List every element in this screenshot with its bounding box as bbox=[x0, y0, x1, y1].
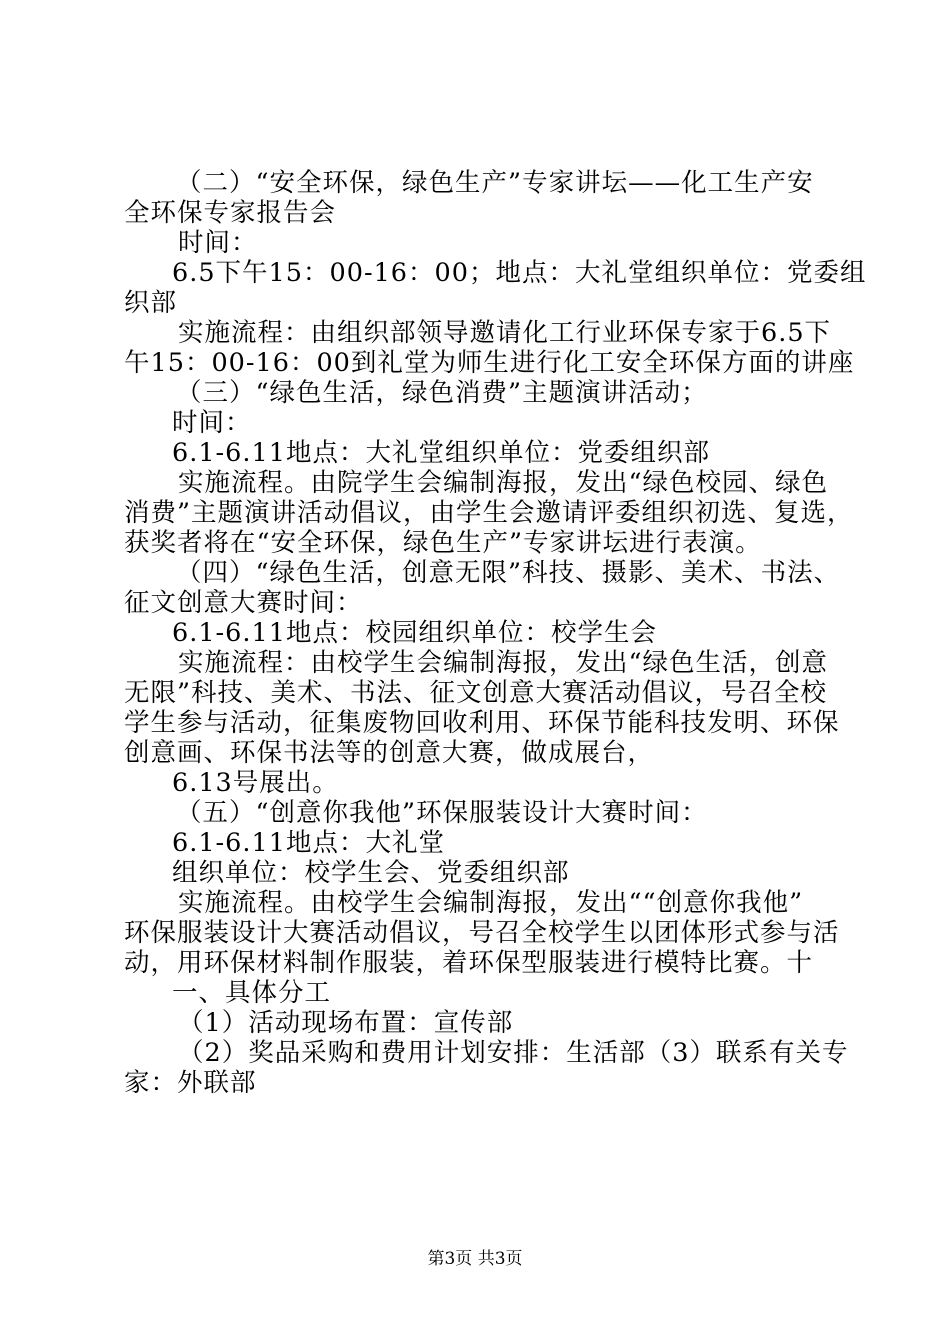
text-line: 织部 bbox=[124, 288, 178, 318]
text-line: 实施流程。由校学生会编制海报，发出““创意你我他” bbox=[178, 888, 804, 918]
text-line: （二）“安全环保，绿色生产”专家讲坛——化工生产安 bbox=[176, 168, 814, 198]
text-line: 时间： bbox=[172, 408, 252, 438]
text-line: 实施流程：由校学生会编制海报，发出“绿色生活，创意 bbox=[178, 648, 829, 678]
document-body bbox=[124, 168, 867, 1098]
page-footer: 第3页 共3页 bbox=[427, 1249, 523, 1269]
text-line: 6.1-6.11地点：校园组织单位：校学生会 bbox=[172, 618, 657, 648]
text-line: 学生参与活动，征集废物回收利用、环保节能科技发明、环保 bbox=[124, 708, 840, 738]
text-line: 家：外联部 bbox=[124, 1068, 257, 1098]
text-line: 6.13号展出。 bbox=[172, 768, 339, 798]
text-line: （2）奖品采购和费用计划安排：生活部（3）联系有关专 bbox=[178, 1038, 849, 1068]
text-line: （四）“绿色生活，创意无限”科技、摄影、美术、书法、 bbox=[176, 558, 841, 588]
text-line: 创意画、环保书法等的创意大赛，做成展台， bbox=[124, 738, 655, 768]
text-line: 6.1-6.11地点：大礼堂 bbox=[172, 828, 445, 858]
text-line: （1）活动现场布置：宣传部 bbox=[178, 1008, 514, 1038]
text-line: 一、具体分工 bbox=[172, 978, 332, 1008]
text-line: 全环保专家报告会 bbox=[124, 198, 337, 228]
text-line: 征文创意大赛时间： bbox=[124, 588, 363, 618]
text-line: 6.5下午15：00-16：00；地点：大礼堂组织单位：党委组 bbox=[172, 258, 867, 288]
text-line: 实施流程：由组织部领导邀请化工行业环保专家于6.5下 bbox=[178, 318, 832, 348]
text-line: 获奖者将在“安全环保，绿色生产”专家讲坛进行表演。 bbox=[124, 528, 762, 558]
text-line: 环保服装设计大赛活动倡议，号召全校学生以团体形式参与活 bbox=[124, 918, 840, 948]
text-line: 无限”科技、美术、书法、征文创意大赛活动倡议，号召全校 bbox=[124, 678, 828, 708]
text-line: 午15：00-16：00到礼堂为师生进行化工安全环保方面的讲座 bbox=[124, 348, 855, 378]
text-line: （五）“创意你我他”环保服装设计大赛时间： bbox=[176, 798, 708, 828]
text-line: 消费”主题演讲活动倡议，由学生会邀请评委组织初选、复选， bbox=[124, 498, 854, 528]
text-line: 时间： bbox=[178, 228, 258, 258]
text-line: （三）“绿色生活，绿色消费”主题演讲活动； bbox=[176, 378, 708, 408]
text-line: 6.1-6.11地点：大礼堂组织单位：党委组织部 bbox=[172, 438, 710, 468]
text-line: 实施流程。由院学生会编制海报，发出“绿色校园、绿色 bbox=[178, 468, 829, 498]
text-line: 动，用环保材料制作服装，着环保型服装进行模特比赛。十 bbox=[124, 948, 814, 978]
text-line: 组织单位：校学生会、党委组织部 bbox=[172, 858, 570, 888]
